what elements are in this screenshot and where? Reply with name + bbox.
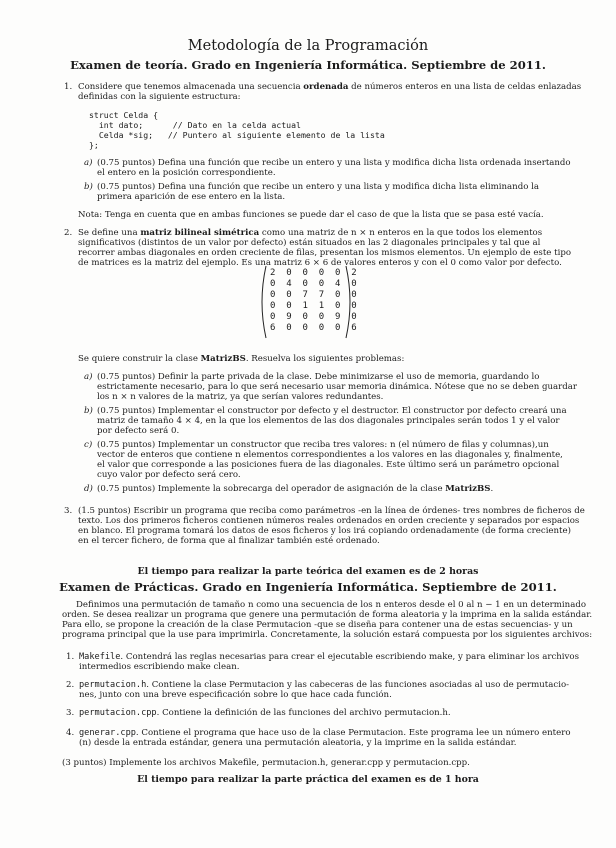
file-item-permutacion-cpp: permutacion.cpp. Contiene la definición de las funciones del archivo permutacion.h. [79, 708, 451, 718]
practice-para-line-3: Para ello, se propone la creación de la clase Permutacion -que se diseña para contener una de estas secuencias- y un [62, 620, 573, 630]
code-line-1: struct Celda { [89, 110, 159, 120]
q2-b-line-2: matriz de tamaño 4 × 4, en la que los elementos de las dos diagonales principales serán todos 1 y el valor [97, 416, 560, 426]
q2-a-line-2: estrictamente necesario, para lo que será necesario usar memoria dinámica. Nótese que no se deben guardar [97, 382, 577, 392]
file-item-number: 3. [66, 708, 75, 718]
file-item-permutacion-h-line-2: nes, junto con una breve especificación sobre lo que hace cada función. [79, 690, 392, 700]
matrix-row: 0 0 7 7 0 0 [270, 290, 357, 300]
q2-a-label: a) [84, 372, 93, 382]
file-item-makefile-line-2: intermedios escribiendo make clean. [79, 662, 240, 672]
q2-number: 2. [64, 228, 73, 238]
q2-d-label: d) [84, 484, 93, 494]
q2-line-1: Se define una matriz bilineal simétrica como una matriz de n × n enteros en la que todos los elementos [78, 228, 543, 238]
file-item-generar-cpp: generar.cpp. Contiene el programa que hace uso de la clase Permutacion. Este programa lee un número entero [79, 728, 571, 738]
q3-line-3: en blanco. El programa tomará los datos de esos ficheros y los irá copiando ordenadamente (de forma creciente) [78, 526, 571, 536]
q2-c-label: c) [84, 440, 93, 450]
file-item-number: 4. [66, 728, 75, 738]
q1-a-line-2: el entero en la posición correspondiente. [97, 168, 276, 178]
q1-line-2: definidas con la siguiente estructura: [78, 92, 241, 102]
q2-line-4: de matrices es la matriz del ejemplo. Es una matriz 6 × 6 de valores enteros y con el 0 como valor por defecto. [78, 258, 562, 268]
practice-para-line-2: orden. Se desea realizar un programa que genere una permutación de forma aleatoria y la imprima en la salida estándar. [62, 610, 593, 620]
q2-d-line-1: (0.75 puntos) Implemente la sobrecarga del operador de asignación de la clase MatrizBS. [97, 484, 494, 494]
practice-para-line-4: programa principal que la use para imprimirla. Concretamente, la solución estará compuesta por los siguientes archivos: [62, 630, 593, 640]
code-line-2: int dato; // Dato en la celda actual [89, 120, 301, 130]
matrix-row: 6 0 0 0 0 6 [270, 323, 357, 333]
q2-a-line-3: los n × n valores de la matriz, ya que serían valores redundantes. [97, 392, 384, 402]
q2-c-line-3: el valor que corresponde a las posiciones fuera de las diagonales. Este último será un parámetro opcional [97, 460, 560, 470]
file-item-generar-cpp-line-2: (n) desde la entrada estándar, genera una permutación aleatoria, y la imprime en la salida estándar. [79, 738, 517, 748]
matrix-row: 2 0 0 0 0 2 [270, 268, 357, 278]
q1-b-label: b) [84, 182, 93, 192]
practice-time-note: El tiempo para realizar la parte práctica del examen es de 1 hora [137, 774, 479, 785]
practice-exam-subtitle: Examen de Prácticas. Grado en Ingeniería Informática. Septiembre de 2011. [59, 580, 557, 594]
q2-line-2: significativos (distintos de un valor por defecto) están situados en las 2 diagonales principales y tal que al [78, 238, 541, 248]
q2-b-line-3: por defecto será 0. [97, 426, 180, 436]
file-item-makefile: Makefile. Contendrá las reglas necesarias para crear el ejecutable escribiendo make, y para eliminar los archivos [79, 652, 579, 662]
file-item-number: 1. [66, 652, 75, 662]
file-item-permutacion-h: permutacion.h. Contiene la clase Permutacion y las cabeceras de las funciones asociadas al uso de permutacio- [79, 680, 570, 690]
matrix-row: 0 9 0 0 9 0 [270, 312, 357, 322]
matrix-row: 0 0 1 1 0 0 [270, 301, 357, 311]
example-matrix [258, 262, 357, 342]
q1-number: 1. [64, 82, 73, 92]
q2-a-line-1: (0.75 puntos) Definir la parte privada de la clase. Debe minimizarse el uso de memoria, guardando lo [97, 372, 540, 382]
q1-a-line-1: (0.75 puntos) Defina una función que recibe un entero y una lista y modifica dicha lista ordenada insertando [97, 158, 571, 168]
theory-time-note: El tiempo para realizar la parte teórica del examen es de 2 horas [137, 566, 479, 577]
file-item-number: 2. [66, 680, 75, 690]
matrix-row: 0 4 0 0 4 0 [270, 279, 357, 289]
q1-line-1: Considere que tenemos almacenada una secuencia ordenada de números enteros en una lista de celdas enlazadas [78, 82, 582, 92]
code-line-4: }; [89, 140, 99, 150]
page-title: Metodología de la Programación [187, 38, 429, 54]
q2-intro: Se quiere construir la clase MatrizBS. Resuelva los siguientes problemas: [78, 354, 405, 364]
practice-para-line-1: Definimos una permutación de tamaño n como una secuencia de los n enteros desde el 0 al n − 1 en un determinado [76, 600, 586, 610]
theory-exam-subtitle: Examen de teoría. Grado en Ingeniería Informática. Septiembre de 2011. [70, 58, 546, 72]
q3-line-4: en el tercer fichero, de forma que al finalizar también esté ordenado. [78, 536, 380, 546]
q1-note: Nota: Tenga en cuenta que en ambas funciones se puede dar el caso de que la lista que se pasa esté vacía. [78, 210, 544, 220]
q3-number: 3. [64, 506, 73, 516]
code-line-3: Celda *sig; // Puntero al siguiente elemento de la lista [89, 130, 385, 140]
q1-a-label: a) [84, 158, 93, 168]
q3-line-1: (1.5 puntos) Escribir un programa que reciba como parámetros -en la línea de órdenes- tres nombres de ficheros de [78, 506, 585, 516]
q2-c-line-1: (0.75 puntos) Implementar un constructor que reciba tres valores: n (el número de filas y columnas),un [97, 440, 549, 450]
q2-c-line-2: vector de enteros que contiene n elementos correspondientes a los valores en las diagonales y, finalmente, [97, 450, 563, 460]
q2-b-label: b) [84, 406, 93, 416]
q2-b-line-1: (0.75 puntos) Implementar el constructor por defecto y el destructor. El constructor por defecto creará una [97, 406, 567, 416]
q2-line-3: recorrer ambas diagonales en orden creciente de filas, presentan los mismos elementos. Un ejemplo de este tipo [78, 248, 571, 258]
q1-b-line-1: (0.75 puntos) Defina una función que recibe un entero y una lista y modifica dicha lista eliminando la [97, 182, 539, 192]
q3-line-2: texto. Los dos primeros ficheros contienen números reales ordenados en orden creciente y separados por espacios [78, 516, 580, 526]
q2-c-line-4: cuyo valor por defecto será cero. [97, 470, 241, 480]
practice-task: (3 puntos) Implemente los archivos Makefile, permutacion.h, generar.cpp y permutacion.cpp. [62, 758, 470, 768]
q1-b-line-2: primera aparición de ese entero en la lista. [97, 192, 286, 202]
